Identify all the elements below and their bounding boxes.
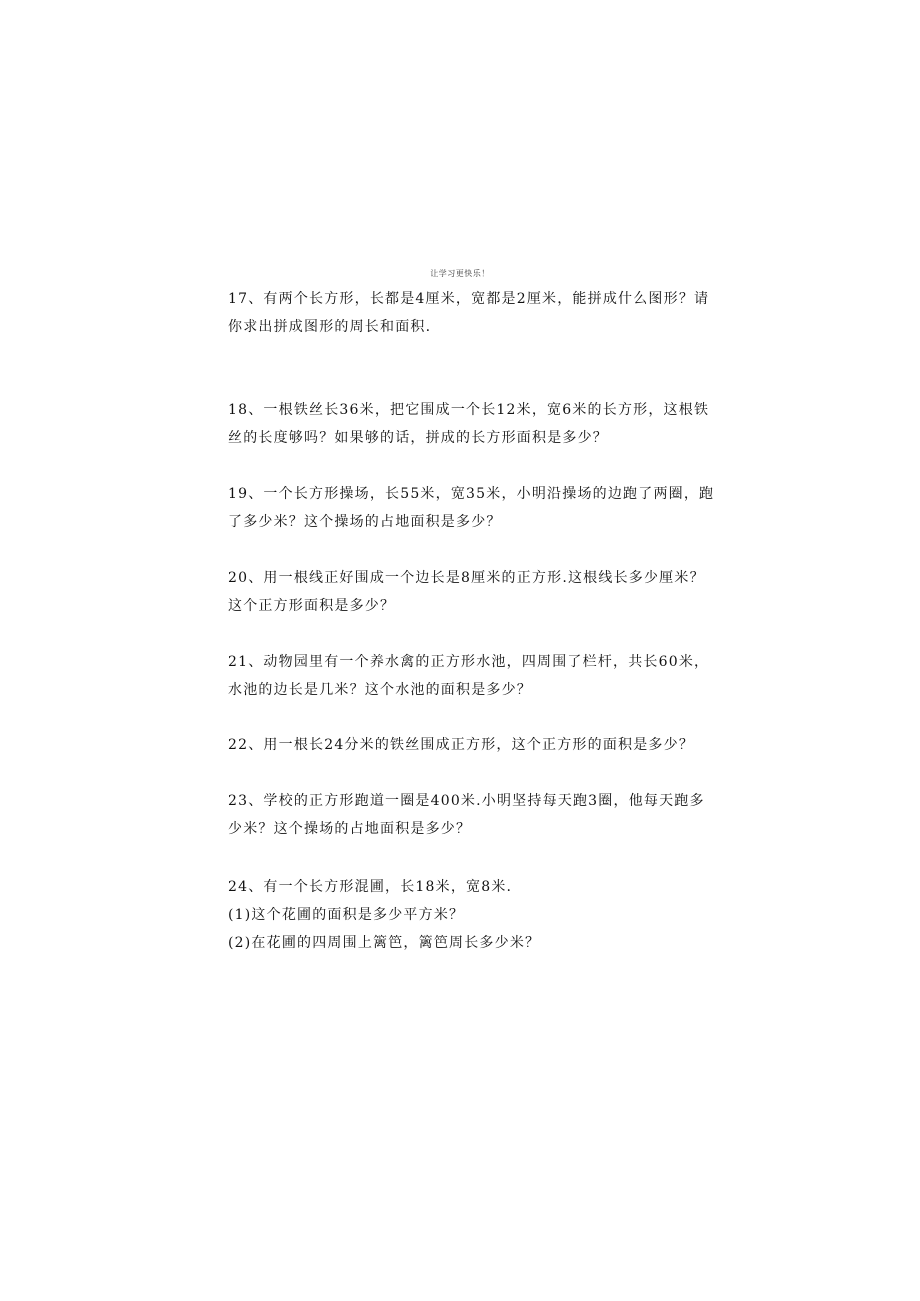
question-17 — [228, 285, 710, 341]
question-20-line-1: 20、用一根线正好围成一个边长是8厘米的正方形.这根线长多少厘米？ — [228, 570, 705, 586]
question-19-line-1: 19、一个长方形操场，长55米，宽35米，小明沿操场的边跑了两圈，跑 — [228, 486, 715, 502]
question-24-line-2: (1)这个花圃的面积是多少平方米？ — [228, 907, 465, 923]
question-24-line-3: (2)在花圃的四周围上篱笆，篱笆周长多少米？ — [228, 935, 541, 951]
question-20 — [228, 564, 705, 620]
question-18 — [228, 396, 710, 452]
question-17-line-1: 17、有两个长方形，长都是4厘米，宽都是2厘米，能拼成什么图形？请 — [228, 291, 710, 307]
question-23-line-1: 23、学校的正方形跑道一圈是400米.小明坚持每天跑3圈，他每天跑多 — [228, 793, 705, 809]
question-22-line-1: 22、用一根长24分米的铁丝围成正方形，这个正方形的面积是多少？ — [228, 737, 695, 753]
question-21-line-2: 水池的边长是几米？这个水池的面积是多少？ — [228, 682, 532, 698]
question-20-line-2: 这个正方形面积是多少？ — [228, 598, 396, 614]
page-header-note: 让学习更快乐！ — [430, 269, 490, 278]
question-23-line-2: 少米？这个操场的占地面积是多少？ — [228, 821, 472, 837]
question-24-line-1: 24、有一个长方形混圃，长18米，宽8米. — [228, 879, 513, 895]
question-21 — [228, 648, 710, 704]
question-22 — [228, 731, 698, 759]
question-19-line-2: 了多少米？这个操场的占地面积是多少？ — [228, 514, 502, 530]
question-18-line-2: 丝的长度够吗？如果够的话，拼成的长方形面积是多少？ — [228, 430, 608, 446]
question-17-line-2: 你求出拼成图形的周长和面积. — [228, 319, 432, 335]
question-18-line-1: 18、一根铁丝长36米，把它围成一个长12米，宽6米的长方形，这根铁 — [228, 402, 710, 418]
question-23 — [228, 787, 705, 843]
question-21-line-1: 21、动物园里有一个养水禽的正方形水池，四周围了栏杆，共长60米， — [228, 654, 710, 670]
question-19 — [228, 480, 715, 536]
question-24 — [228, 873, 698, 957]
